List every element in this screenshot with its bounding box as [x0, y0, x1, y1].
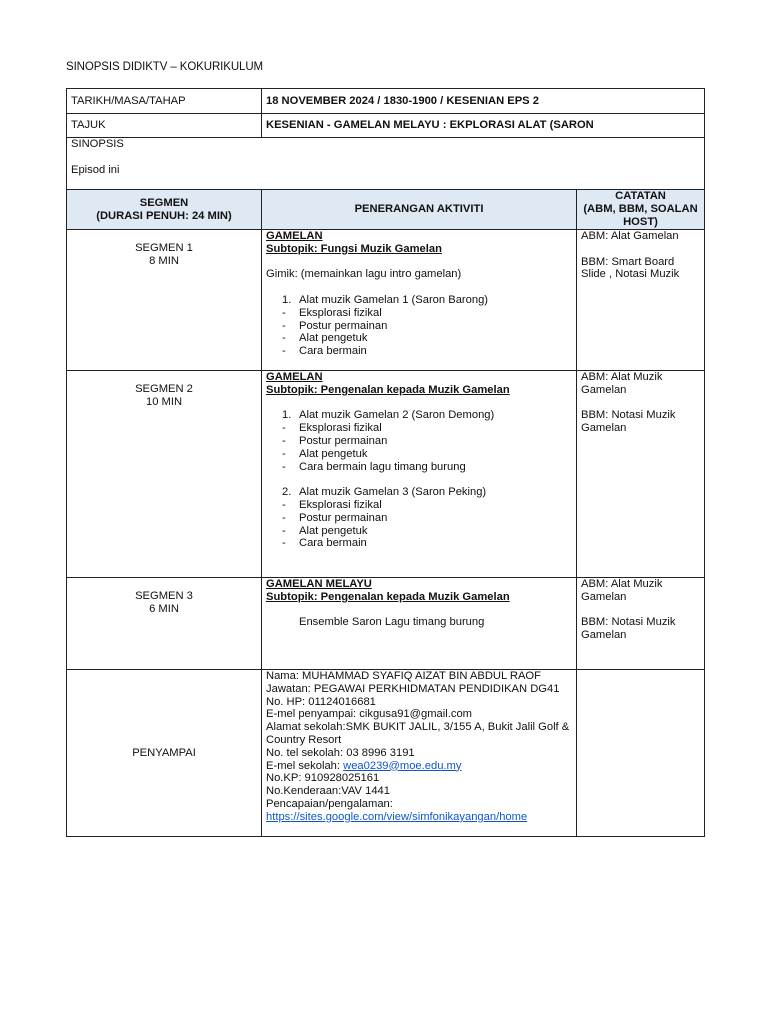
bbm-note: BBM: Notasi Muzik [581, 409, 676, 422]
list-item: - Eksplorasi fizikal [282, 306, 382, 319]
abm-note-cont: Gamelan [581, 383, 627, 396]
list-item: - Alat pengetuk [282, 524, 368, 537]
title-row [67, 114, 705, 138]
segment-2-notes [577, 371, 705, 578]
list-item: - Cara bermain [282, 537, 367, 550]
table-row [67, 371, 705, 578]
bullet-text: Alat pengetuk [299, 524, 368, 537]
title-value: KESENIAN - GAMELAN MELAYU : EKPLORASI ALAT (SARON [262, 114, 705, 138]
presenter-vehicle: No.Kenderaan:VAV 1441 [266, 785, 390, 798]
segment-1-cell [67, 230, 262, 371]
segment-3-notes [577, 578, 705, 670]
item-text: Alat muzik Gamelan 1 (Saron Barong) [299, 293, 489, 306]
bbm-note-cont: Gamelan [581, 422, 627, 435]
school-address: Alamat sekolah:SMK BUKIT JALIL, 3/155 A, Bukit Jalil Golf & [266, 721, 570, 734]
item-text: Alat muzik Gamelan 2 (Saron Demong) [299, 409, 495, 422]
segment-duration: 8 MIN [149, 254, 179, 267]
segment-topic: GAMELAN [266, 371, 323, 383]
list-item: - Cara bermain lagu timang burung [282, 460, 466, 473]
item-number: 1. [282, 409, 292, 422]
header-segment [67, 190, 262, 230]
bbm-note-cont: Gamelan [581, 629, 627, 642]
bullet-text: Postur permainan [299, 434, 388, 447]
table-row [67, 578, 705, 670]
presenter-phone: No. HP: 01124016681 [266, 695, 376, 708]
segment-topic: GAMELAN [266, 230, 323, 242]
date-label: TARIKH/MASA/TAHAP [67, 89, 262, 114]
list-item: - Eksplorasi fizikal [282, 422, 382, 435]
bbm-note-cont: Slide , Notasi Muzik [581, 268, 680, 281]
segment-name: SEGMEN 2 [135, 383, 193, 395]
synopsis-label: SINOPSIS [71, 138, 124, 150]
bullet-text: Eksplorasi fizikal [299, 498, 382, 511]
segment-name: SEGMEN 3 [135, 590, 193, 602]
list-item: - Alat pengetuk [282, 447, 368, 460]
title-label: TAJUK [67, 114, 262, 138]
segment-subtopic: Subtopik: Fungsi Muzik Gamelan [266, 242, 442, 255]
presenter-details [262, 670, 577, 837]
segment-2-cell [67, 371, 262, 578]
segment-2-activity [262, 371, 577, 578]
segment-ensemble: Ensemble Saron Lagu timang burung [299, 616, 485, 629]
segment-subtopic: Subtopik: Pengenalan kepada Muzik Gamelan [266, 383, 510, 396]
bullet-text: Cara bermain [299, 345, 367, 358]
header-segment-title: SEGMEN [139, 196, 189, 209]
school-phone: No. tel sekolah: 03 8996 3191 [266, 746, 415, 759]
achievement-link[interactable]: https://sites.google.com/view/simfonikayangan/home [266, 810, 528, 823]
bullet-text: Cara bermain [299, 537, 367, 550]
list-item [266, 486, 572, 499]
presenter-notes [577, 670, 705, 837]
item-number: 1. [282, 293, 292, 306]
presenter-ic: No.KP: 910928025161 [266, 772, 380, 785]
date-row [67, 89, 705, 114]
segment-gimik: Gimik: (memainkan lagu intro gamelan) [266, 268, 462, 281]
presenter-label: PENYAMPAI [67, 670, 262, 837]
segment-3-cell [67, 578, 262, 670]
abm-note-cont: Gamelan [581, 590, 627, 603]
synopsis-row [67, 138, 705, 190]
list-item [266, 409, 572, 422]
school-email-label: E-mel sekolah: [266, 759, 344, 772]
bbm-note: BBM: Smart Board [581, 255, 675, 268]
abm-note: ABM: Alat Muzik [581, 578, 663, 590]
segment-1-notes [577, 230, 705, 371]
list-item: - Eksplorasi fizikal [282, 498, 382, 511]
header-notes-title: CATATAN [615, 190, 666, 203]
segment-3-activity [262, 578, 577, 670]
bullet-text: Cara bermain lagu timang burung [299, 460, 466, 473]
segment-topic: GAMELAN MELAYU [266, 578, 372, 590]
achievement-label: Pencapaian/pengalaman: [266, 797, 393, 810]
header-notes-sub1: (ABM, BBM, SOALAN [583, 203, 698, 216]
table-header-row [67, 190, 705, 230]
presenter-name: Nama: MUHAMMAD SYAFIQ AIZAT BIN ABDUL RAOF [266, 670, 541, 682]
list-item: - Postur permainan [282, 434, 388, 447]
header-notes-sub2: HOST) [623, 215, 658, 228]
list-item: - Postur permainan [282, 319, 388, 332]
school-email [266, 760, 572, 773]
list-item: - Cara bermain [282, 345, 367, 358]
list-item: - Postur permainan [282, 511, 388, 524]
bullet-text: Postur permainan [299, 511, 388, 524]
bbm-note: BBM: Notasi Muzik [581, 616, 676, 629]
synopsis-cell [67, 138, 705, 190]
bullet-text: Alat pengetuk [299, 332, 368, 345]
item-number: 2. [282, 486, 292, 499]
segment-name: SEGMEN 1 [135, 242, 193, 254]
segment-subtopic: Subtopik: Pengenalan kepada Muzik Gamelan [266, 590, 510, 603]
presenter-position: Jawatan: PEGAWAI PERKHIDMATAN PENDIDIKAN DG41 [266, 682, 560, 695]
segment-1-activity [262, 230, 577, 371]
segment-duration: 6 MIN [149, 602, 179, 615]
presenter-email: E-mel penyampai: cikgusa91@gmail.com [266, 708, 472, 721]
segment-duration: 10 MIN [145, 395, 183, 408]
header-segment-duration: (DURASI PENUH: 24 MIN) [96, 209, 232, 222]
list-item: - Alat pengetuk [282, 332, 368, 345]
synopsis-text: Episod ini [71, 163, 120, 176]
presenter-row [67, 670, 705, 837]
school-email-link[interactable]: wea0239@moe.edu.my [343, 759, 462, 772]
header-activity: PENERANGAN AKTIVITI [262, 190, 577, 230]
list-item [266, 294, 572, 307]
synopsis-table [66, 88, 705, 837]
bullet-text: Eksplorasi fizikal [299, 306, 382, 319]
bullet-text: Eksplorasi fizikal [299, 422, 382, 435]
bullet-text: Alat pengetuk [299, 447, 368, 460]
bullet-text: Postur permainan [299, 319, 388, 332]
document-heading: SINOPSIS DIDIKTV – KOKURIKULUM [66, 61, 264, 73]
date-value: 18 NOVEMBER 2024 / 1830-1900 / KESENIAN EPS 2 [262, 89, 705, 114]
item-text: Alat muzik Gamelan 3 (Saron Peking) [299, 486, 487, 499]
header-notes [577, 190, 705, 230]
table-row [67, 230, 705, 371]
abm-note: ABM: Alat Gamelan [581, 230, 679, 242]
school-address-cont: Country Resort [266, 733, 342, 746]
abm-note: ABM: Alat Muzik [581, 371, 663, 383]
